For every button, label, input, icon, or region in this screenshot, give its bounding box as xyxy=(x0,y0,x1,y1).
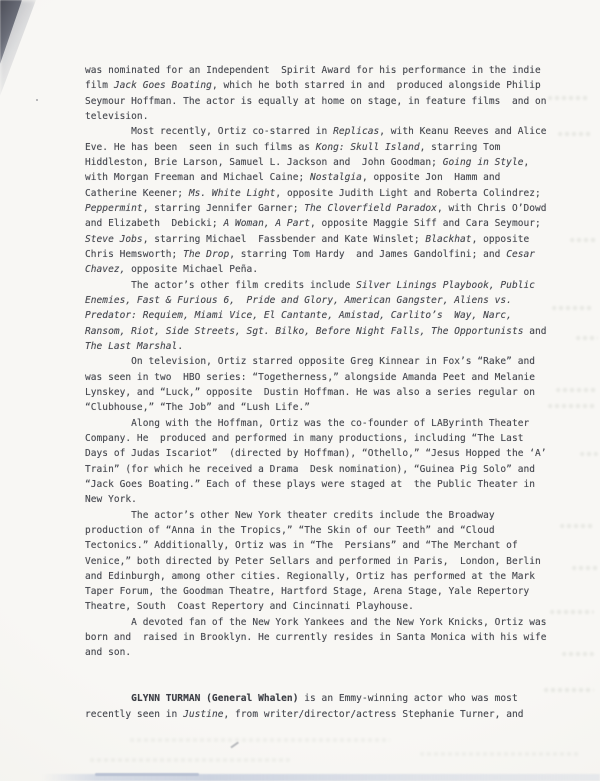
body-text: New York. xyxy=(85,494,137,506)
body-text: Chris Hemsworth; xyxy=(85,248,184,260)
text-line xyxy=(85,431,555,446)
text-line xyxy=(85,155,555,170)
body-text: Lynskey, and “Luck,” opposite Dustin Hoffman. He was also a series regular on xyxy=(85,386,536,398)
text-line xyxy=(85,339,555,354)
body-text: , from writer/director/actress Stephanie Turner, and xyxy=(223,708,524,720)
bleed-smudge xyxy=(562,652,594,656)
text-line xyxy=(85,707,555,722)
text-line xyxy=(85,278,555,293)
text-line xyxy=(85,63,555,78)
body-text: and xyxy=(523,325,547,337)
text-line xyxy=(85,94,555,109)
text-line xyxy=(85,385,555,400)
text-line xyxy=(85,661,555,676)
italic-title: Ransom, Riot, Side Streets, Sgt. Bilko, Before Night Falls, The Opportunists xyxy=(85,325,524,337)
text-line xyxy=(85,538,555,553)
body-text: is an Emmy-winning actor who was most xyxy=(298,693,518,705)
body-text: and son. xyxy=(85,647,132,659)
text-line xyxy=(85,400,555,415)
body-text: , opposite Maggie Siff and Cara Seymour; xyxy=(310,218,541,230)
italic-title: Cesar xyxy=(506,248,536,260)
body-text: Along with the Hoffman, Ortiz was the co-founder of LAByrinth Theater xyxy=(85,417,530,429)
body-text: Train” (for which he received a Drama Desk nomination), “Guinea Pig Solo” and xyxy=(85,463,536,475)
bleed-smudge xyxy=(570,238,596,242)
body-text: The actor’s other New York theater credits include the Broadway xyxy=(85,509,495,521)
italic-title: Steve Jobs xyxy=(85,233,143,245)
text-line xyxy=(85,630,555,645)
italic-title: Jack Goes Boating xyxy=(113,80,212,92)
bleed-smudge xyxy=(90,758,290,762)
italic-title: The Cloverfield Paradox xyxy=(304,202,437,214)
scan-scratch xyxy=(230,742,238,748)
body-text: , starring Michael Fassbender and Kate Winslet; xyxy=(142,233,426,245)
bold-text: GLYNN TURMAN (General Whalen) xyxy=(131,693,299,705)
text-line xyxy=(85,584,555,599)
text-line xyxy=(85,569,555,584)
text-line xyxy=(85,170,555,185)
text-line xyxy=(85,462,555,477)
body-text: , opposite xyxy=(471,233,530,245)
italic-title: Ms. White Light xyxy=(188,187,276,199)
italic-title: Justine xyxy=(183,708,224,720)
body-text: “Clubhouse,” “The Job” and “Lush Life.” xyxy=(85,402,311,414)
text-line xyxy=(85,247,555,262)
body-text: television. xyxy=(85,110,149,122)
bleed-smudge xyxy=(420,752,580,756)
body-text: film xyxy=(85,80,114,92)
body-text: . xyxy=(177,340,184,352)
body-text: with Morgan Freeman and Michael Caine; xyxy=(85,172,311,184)
text-line xyxy=(85,232,555,247)
text-line xyxy=(85,201,555,216)
bleed-smudge xyxy=(550,610,594,614)
body-text: Eve. He has been seen in such films as xyxy=(85,141,316,153)
italic-title: A Woman, A Part xyxy=(223,218,311,230)
body-text: Company. He produced and performed in many productions, including “The Last xyxy=(85,432,524,444)
italic-title: Going in Style xyxy=(442,156,524,168)
body-text: Hiddleston, Brie Larson, Samuel L. Jackson and John Goodman; xyxy=(85,156,443,168)
body-text: , opposite Jon Hamm and xyxy=(361,172,501,184)
body-text xyxy=(85,693,131,704)
text-line xyxy=(85,523,555,538)
text-line xyxy=(85,370,555,385)
text-line xyxy=(85,599,555,614)
italic-title: Chavez, xyxy=(85,264,126,276)
body-text: Catherine Keener; xyxy=(85,187,189,199)
text-line xyxy=(85,308,555,323)
page-bottom-edge-dark-segment xyxy=(95,773,199,776)
text-line xyxy=(85,216,555,231)
text-line xyxy=(85,109,555,124)
body-text: Taper Forum, the Goodman Theatre, Hartford Stage, Arena Stage, Yale Repertory xyxy=(85,586,530,598)
text-line xyxy=(85,645,555,660)
bleed-smudge xyxy=(556,388,596,392)
body-text: , with Chris O’Dowd xyxy=(436,202,547,214)
body-text: born and raised in Brooklyn. He currently resides in Santa Monica with his wife xyxy=(85,632,547,644)
text-line xyxy=(85,676,555,691)
body-text: Days of Judas Iscariot” (directed by Hoffman), “Othello,” “Jesus Hopped the ‘A’ xyxy=(85,448,547,460)
body-text: opposite Michael Peña. xyxy=(125,264,259,276)
text-line xyxy=(85,293,555,308)
bleed-smudge xyxy=(580,452,598,456)
body-text: recently seen in xyxy=(85,708,184,720)
italic-title: The Last Marshal xyxy=(85,340,178,352)
text-line xyxy=(85,508,555,523)
text-line xyxy=(85,416,555,431)
text-line xyxy=(85,124,555,139)
body-text: Venice,” both directed by Peter Sellars and performed in Paris, London, Berlin xyxy=(85,555,541,567)
italic-title: Replicas xyxy=(333,126,380,138)
text-line xyxy=(85,446,555,461)
body-text: Theatre, South Coast Repertory and Cincinnati Playhouse. xyxy=(85,601,414,613)
body-text: was nominated for an Independent Spirit Award for his performance in the indie xyxy=(85,65,541,76)
bleed-smudge xyxy=(548,404,596,408)
text-line xyxy=(85,477,555,492)
body-text: The actor’s other film credits include xyxy=(85,279,357,291)
body-text: Most recently, Ortiz co-starred in xyxy=(85,126,334,138)
bleed-smudge xyxy=(552,306,594,310)
body-text: Seymour Hoffman. The actor is equally at home on stage, in feature films and on xyxy=(85,95,547,107)
body-text: , starring Jennifer Garner; xyxy=(142,202,305,214)
italic-title: Nostalgia xyxy=(310,172,362,184)
text-line xyxy=(85,354,555,369)
body-text: , opposite Judith Light and Roberta Colindrez; xyxy=(275,187,541,199)
italic-title: The Drop xyxy=(183,248,230,260)
bleed-smudge xyxy=(558,132,592,136)
text-line xyxy=(85,140,555,155)
dust-speck xyxy=(36,99,38,101)
text-line xyxy=(85,186,555,201)
text-line xyxy=(85,615,555,630)
italic-title: Enemies, Fast & Furious 6, Pride and Glory, American Gangster, Aliens vs. xyxy=(85,294,512,306)
italic-title: Predator: Requiem, Miami Vice, El Cantante, Amistad, Carlito’s Way, Narc, xyxy=(85,310,512,322)
body-text: Tectonics.” Additionally, Ortiz was in “The Persians” and “The Merchant of xyxy=(85,540,518,552)
text-line xyxy=(85,324,555,339)
italic-title: Peppermint xyxy=(85,202,143,214)
text-line xyxy=(85,78,555,93)
text-line xyxy=(85,492,555,507)
body-text: “Jack Goes Boating.” Each of these plays were staged at the Public Theater in xyxy=(85,478,536,490)
body-text: and Elizabeth Debicki; xyxy=(85,218,224,230)
bleed-smudge xyxy=(130,738,390,742)
body-text: production of “Anna in the Tropics,” “The Skin of our Teeth” and “Cloud xyxy=(85,524,495,536)
italic-title: Blackhat xyxy=(425,233,472,245)
body-text: , starring Tom Hardy and James Gandolfini; and xyxy=(229,248,507,260)
body-text: On television, Ortiz starred opposite Greg Kinnear in Fox’s “Rake” and xyxy=(85,356,536,368)
bleed-smudge xyxy=(560,524,594,528)
text-line xyxy=(85,691,555,706)
body-text: and Edinburgh, among other cities. Regionally, Ortiz has performed at the Mark xyxy=(85,570,536,582)
body-text: was seen in two HBO series: “Togetherness,” alongside Amanda Peet and Melanie xyxy=(85,371,536,383)
body-text: , which he both starred in and produced alongside Philip xyxy=(211,80,541,92)
body-text: , xyxy=(523,156,530,168)
bleed-smudge xyxy=(576,336,598,340)
italic-title: Silver Linings Playbook, Public xyxy=(356,279,536,291)
body-text: A devoted fan of the New York Yankees and the New York Knicks, Ortiz was xyxy=(85,616,547,628)
body-text: , starring Tom xyxy=(419,141,501,153)
text-line xyxy=(85,554,555,569)
document-text xyxy=(85,63,555,722)
body-text: , with Keanu Reeves and Alice xyxy=(379,126,547,138)
italic-title: Kong: Skull Island xyxy=(315,141,420,153)
text-line xyxy=(85,262,555,277)
bleed-smudge xyxy=(572,566,598,570)
